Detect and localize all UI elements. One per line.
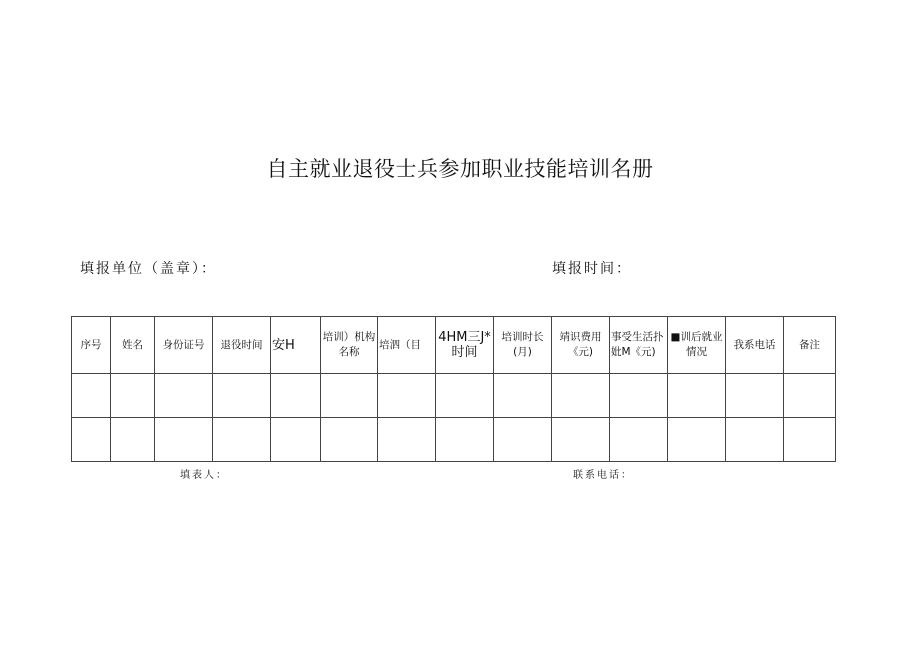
table-cell [610,418,668,462]
header-cell-name: 姓名 [111,317,155,374]
table-cell [494,374,552,418]
contact-phone-label: 联系电话： [573,470,633,481]
table-cell [213,374,271,418]
header-cell-index: 序号 [72,317,111,374]
reporting-time-label: 填报时间： [552,261,632,277]
table-cell [111,418,155,462]
table-cell [610,374,668,418]
header-cell-living-subsidy: 事受生活扑 妣M《元) [610,317,668,374]
table-cell [436,418,494,462]
document-title: 自主就业退役士兵参加职业技能培训名册 [266,157,654,181]
table-cell [668,374,726,418]
table-cell [552,418,610,462]
table-cell [436,374,494,418]
reporting-unit-label: 填报单位（盖章）： [80,261,217,277]
header-cell-training-duration: 培训时长 (月) [494,317,552,374]
header-cell-training-program: 培泗（目 [378,317,436,374]
header-cell-employment-status: ■训后就业 情况 [668,317,726,374]
header-cell-training-fee: 靖识费用 《元) [552,317,610,374]
table-cell [784,374,836,418]
header-cell-remarks: 备注 [784,317,836,374]
table-cell [552,374,610,418]
header-cell-training-dates: 4HM三J* 时间 [436,317,494,374]
table-cell [378,374,436,418]
table-cell [155,374,213,418]
table-row [72,418,836,462]
table-cell [321,374,378,418]
table-cell [784,418,836,462]
table-cell [726,374,784,418]
table-cell [271,374,321,418]
table-cell [72,374,111,418]
table-cell [726,418,784,462]
table-row [72,374,836,418]
header-cell-id-number: 身份证号 [155,317,213,374]
filler-label: 填表人： [180,470,228,481]
table-cell [111,374,155,418]
header-cell-institution-name: 培训）机构 名称 [321,317,378,374]
header-cell-discharge-time: 退役时间 [213,317,271,374]
table-cell [378,418,436,462]
table-cell [271,418,321,462]
table-cell [321,418,378,462]
table-cell [213,418,271,462]
header-cell-contact-phone: 我系电话 [726,317,784,374]
table-cell [494,418,552,462]
table-cell [155,418,213,462]
header-cell-placement: 安H [271,317,321,374]
table-cell [668,418,726,462]
roster-table [71,316,836,462]
table-cell [72,418,111,462]
table-header-row [72,317,836,374]
